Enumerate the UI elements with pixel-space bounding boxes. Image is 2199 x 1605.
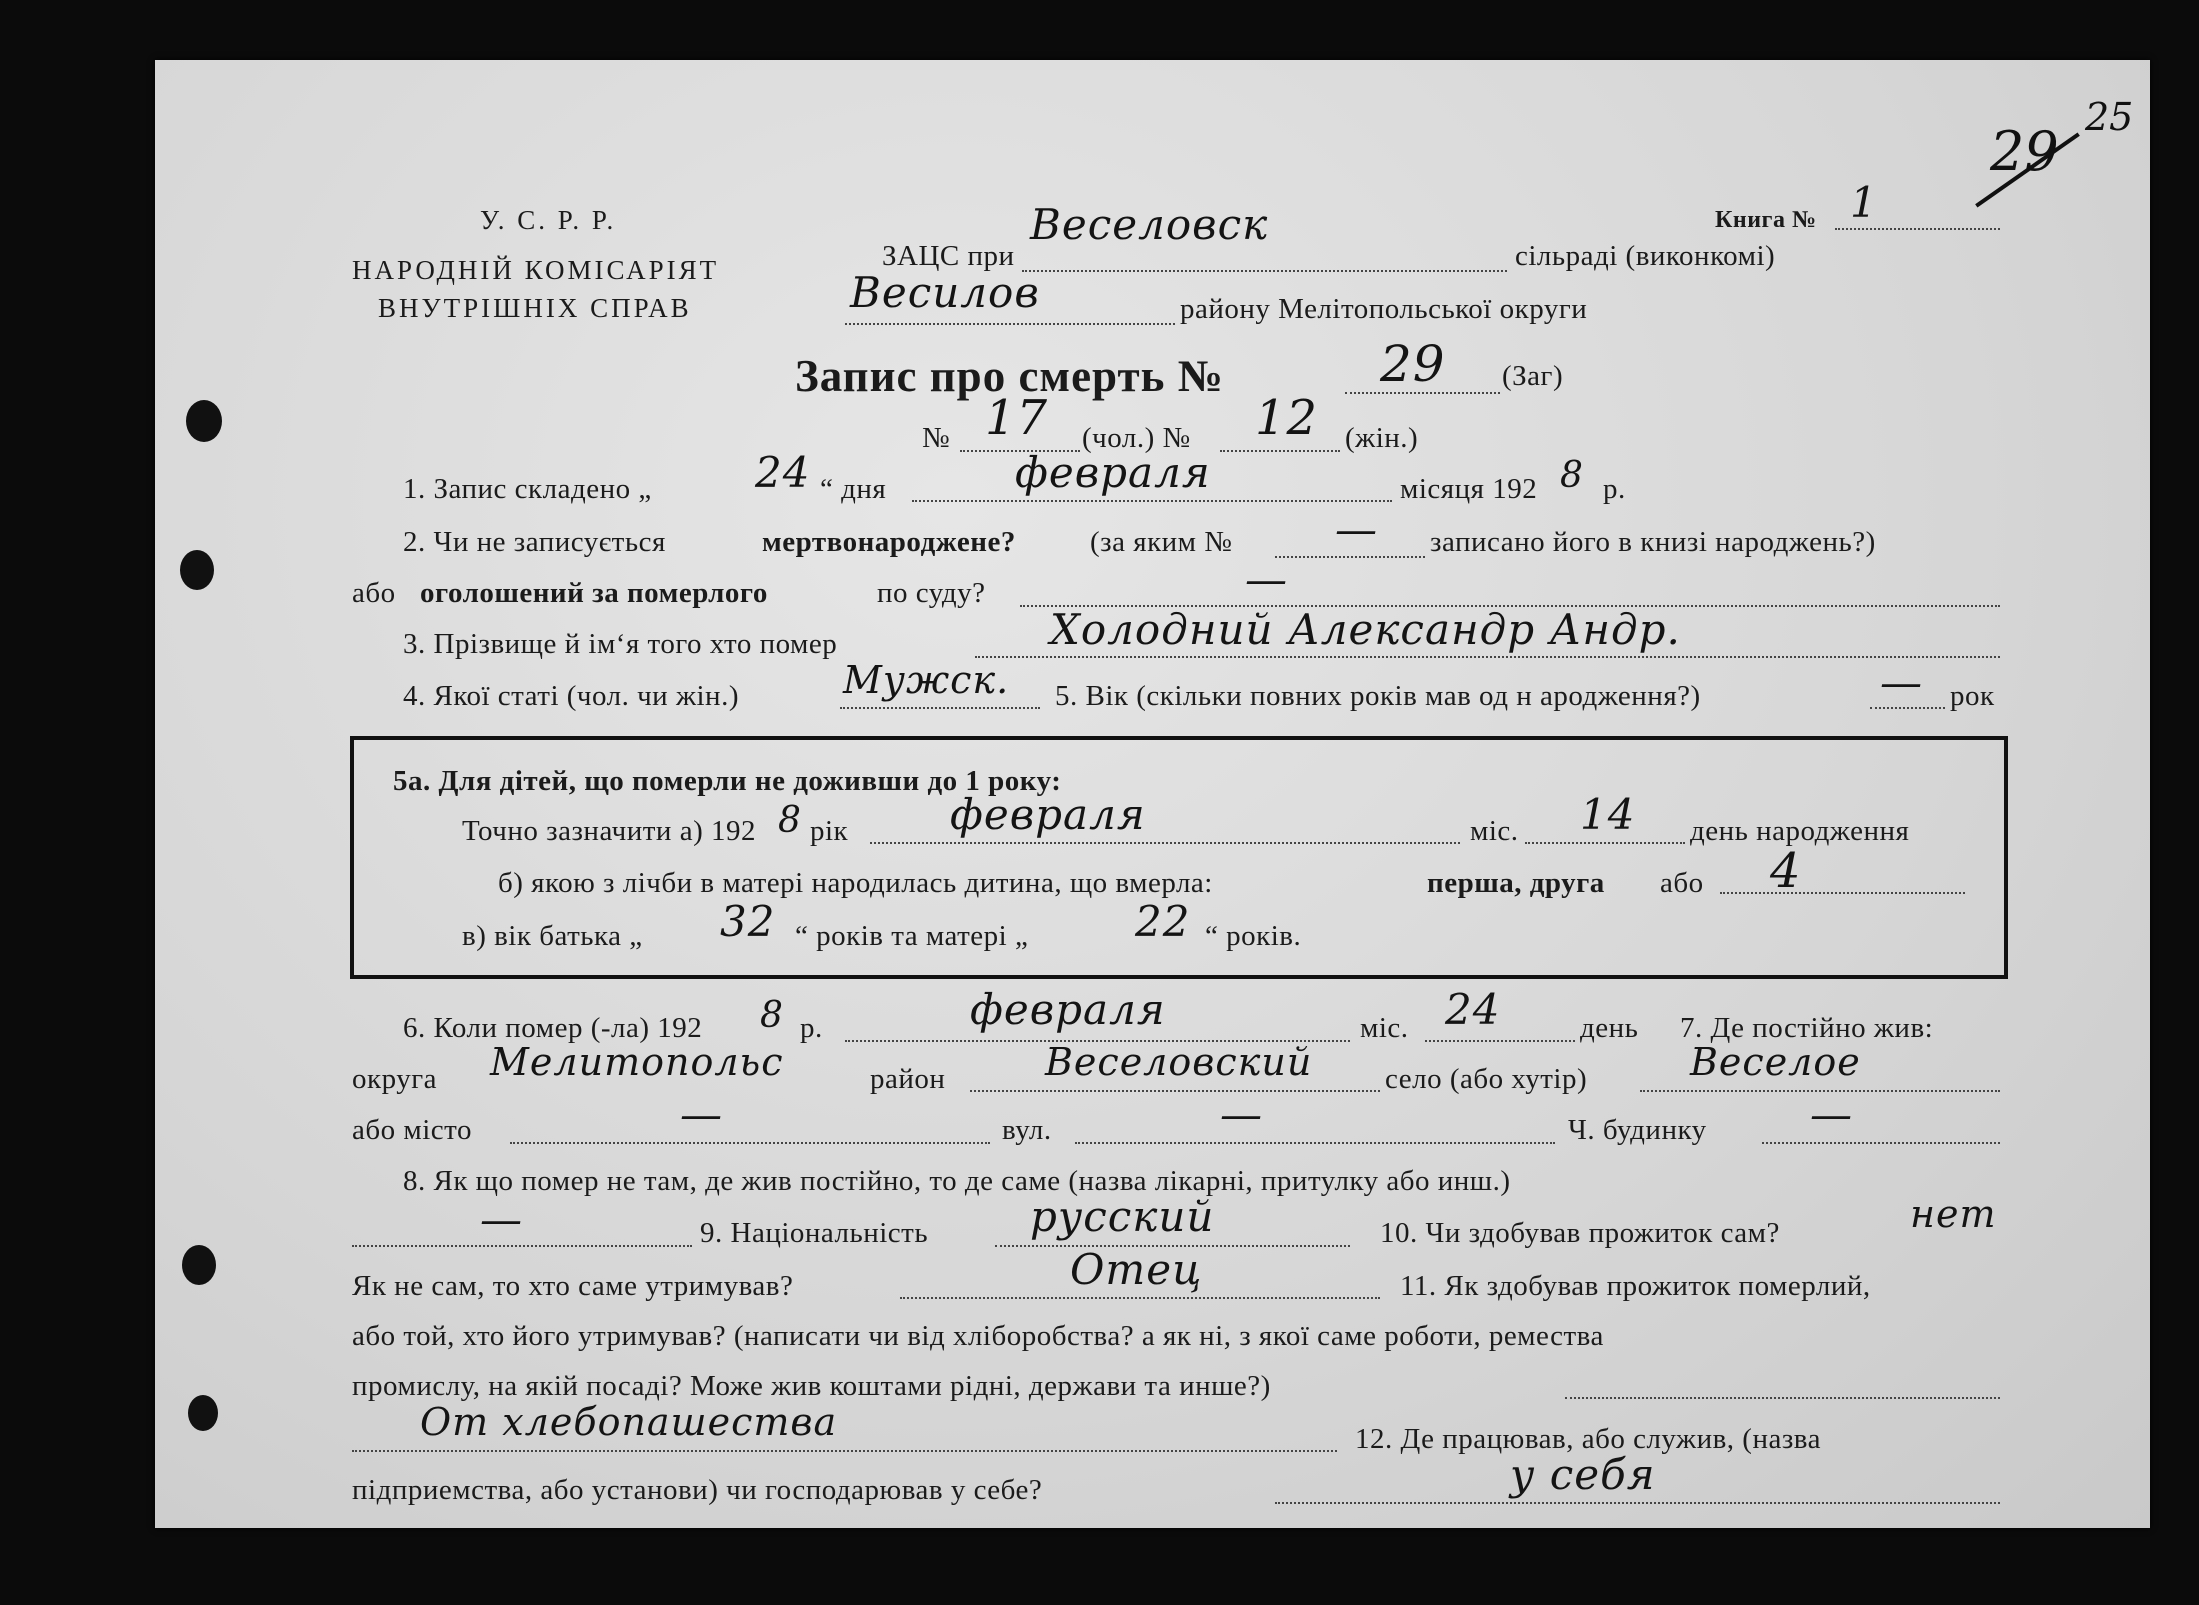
f3-label: 3. Прізвище й ім‘я того хто помер — [403, 628, 838, 660]
f9-label: 9. Національність — [700, 1217, 929, 1249]
male-count: 17 — [985, 390, 1049, 446]
f2-value: — — [1335, 505, 1378, 554]
okruga-label: округа — [352, 1063, 437, 1095]
box-a-label: Точно зазначити а) 192 — [462, 815, 756, 847]
f6-year: 8 — [760, 995, 784, 1036]
f6-label: 6. Коли помер (-ла) 192 — [403, 1012, 703, 1044]
box-b-label: б) якою з лічби в матері народилась дитина, що вмерла: — [498, 867, 1213, 899]
dotted-line — [900, 1297, 1380, 1299]
silrada-label: сільраді (виконкомі) — [1515, 240, 1776, 272]
dotted-line — [870, 842, 1460, 844]
binder-hole — [182, 1245, 216, 1285]
box-a-year: 8 — [778, 800, 802, 841]
f6-r: р. — [800, 1012, 823, 1044]
binder-hole — [186, 400, 222, 442]
f5-value: — — [1880, 658, 1923, 707]
male-no-label: № — [922, 422, 951, 454]
f10-value: нет — [1910, 1192, 1997, 1236]
f12-line2: підприемства, або установи) чи господарював у себе? — [352, 1474, 1043, 1506]
binder-hole — [188, 1395, 218, 1431]
box-v-end: “ років. — [1205, 920, 1302, 952]
f2-e: або — [352, 577, 396, 609]
box-b-abo: або — [1660, 867, 1704, 899]
book-value: 1 — [1850, 178, 1878, 227]
f4-value: Мужск. — [843, 658, 1010, 702]
f6-month: февраля — [970, 985, 1166, 1034]
dotted-line — [912, 500, 1392, 502]
bud-label: Ч. будинку — [1568, 1114, 1707, 1146]
dotted-line — [845, 323, 1175, 325]
f1-month: февраля — [1015, 448, 1211, 497]
f3-value: Холодний Александр Андр. — [1050, 605, 1681, 654]
f2-f: оголошений за померлого — [420, 577, 768, 609]
box-b-value: 4 — [1770, 843, 1802, 899]
dotted-line — [975, 656, 2000, 658]
female-count: 12 — [1255, 390, 1319, 446]
f2-g: по суду? — [877, 577, 986, 609]
box-v-mid: “ років та матері „ — [795, 920, 1029, 952]
raion-value: Веселовский — [1045, 1040, 1313, 1084]
zag-label: (Заг) — [1502, 360, 1564, 392]
zags-label: ЗАЦС при — [882, 240, 1015, 272]
selo-value: Веселое — [1690, 1040, 1861, 1084]
misto-value: — — [680, 1090, 723, 1139]
f9-value: русский — [1030, 1192, 1215, 1241]
dotted-line — [1425, 1040, 1575, 1042]
misto-label: або місто — [352, 1114, 472, 1146]
f1-label: 1. Запис складено „ — [403, 473, 652, 505]
binder-hole — [180, 550, 214, 590]
dotted-line — [352, 1245, 692, 1247]
dotted-line — [1075, 1142, 1555, 1144]
box-b-bold: перша, друга — [1427, 867, 1605, 899]
f8-label: 8. Як що помер не там, де жив постійно, то де саме (назва лікарні, притулку або инш.) — [403, 1165, 1511, 1197]
okruga-value: Мелитопольс — [490, 1040, 784, 1084]
bud-value: — — [1810, 1090, 1853, 1139]
f2-b: мертвонароджене? — [762, 526, 1016, 558]
box-a-day: 14 — [1580, 790, 1636, 839]
district-label: району Мелітопольської округи — [1180, 293, 1588, 325]
vul-value: — — [1220, 1090, 1263, 1139]
dotted-line — [1762, 1142, 2000, 1144]
commissariat-line1: НАРОДНІЙ КОМІСАРІЯТ — [352, 255, 720, 285]
dotted-line — [1275, 556, 1425, 558]
f11-line2: або той, хто його утримував? (написати чи від хліборобства? а як ні, з якої саме роботи, ремества — [352, 1320, 1604, 1352]
f1-r: р. — [1603, 473, 1626, 505]
f1-end: місяця 192 — [1400, 473, 1538, 505]
f10-label: 10. Чи здобував прожиток сам? — [1380, 1217, 1780, 1249]
commissariat-line2: ВНУТРІШНІХ СПРАВ — [378, 293, 692, 323]
f11-value: От хлебопашества — [420, 1400, 838, 1444]
f6-day: 24 — [1445, 985, 1501, 1034]
page-number: 25 — [2085, 95, 2134, 139]
ussr-label: У. С. Р. Р. — [480, 205, 617, 235]
f4-label: 4. Якої статі (чол. чи жін.) — [403, 680, 739, 712]
f6-mis: міс. — [1360, 1012, 1409, 1044]
f1-year: 8 — [1560, 455, 1584, 496]
raion-label: район — [870, 1063, 946, 1095]
box-title: 5а. Для дітей, що померли не доживши до 1 року: — [393, 765, 1062, 797]
zags-value: Веселовск — [1030, 200, 1269, 249]
box-a-end: день народження — [1690, 815, 1910, 847]
box-a-rik: рік — [810, 815, 849, 847]
f11-label: 11. Як здобував прожиток померлий, — [1400, 1270, 1871, 1302]
box-v-label: в) вік батька „ — [462, 920, 643, 952]
dotted-line — [970, 1090, 1380, 1092]
box-v-father: 32 — [720, 897, 776, 946]
f11-line3: промислу, на якій посаді? Може жив коштами рідні, держави та инше?) — [352, 1370, 1271, 1402]
male-label: (чол.) № — [1082, 422, 1191, 454]
dotted-line — [1525, 842, 1685, 844]
f5-end: рок — [1950, 680, 1995, 712]
dotted-line — [840, 707, 1040, 709]
dotted-line — [1220, 450, 1340, 452]
female-label: (жін.) — [1345, 422, 1419, 454]
dotted-line — [1345, 392, 1500, 394]
f12-value: у себя — [1510, 1450, 1656, 1499]
f1-mid: “ дня — [820, 473, 887, 505]
record-number: 29 — [1380, 335, 1446, 393]
dotted-line — [1565, 1397, 2000, 1399]
f10b-label: Як не сам, то хто саме утримував? — [352, 1270, 794, 1302]
f10b-value: Отец — [1070, 1245, 1203, 1294]
f6-den: день — [1580, 1012, 1639, 1044]
selo-label: село (або хутір) — [1385, 1063, 1588, 1095]
dotted-line — [510, 1142, 990, 1144]
f12-label: 12. Де працював, або служив, (назва — [1355, 1423, 1821, 1455]
box-v-mother: 22 — [1135, 897, 1191, 946]
vul-label: вул. — [1002, 1114, 1052, 1146]
dotted-line — [1870, 707, 1945, 709]
f2-d: записано його в книзі народжень?) — [1430, 526, 1876, 558]
dotted-line — [1022, 270, 1507, 272]
book-label: Книга № — [1715, 207, 1817, 233]
box-a-month: февраля — [950, 790, 1146, 839]
dotted-line — [352, 1450, 1337, 1452]
f8-value: — — [480, 1195, 523, 1244]
f2-c: (за яким № — [1090, 526, 1233, 558]
f7-label: 7. Де постійно жив: — [1680, 1012, 1934, 1044]
record-title: Запис про смерть № — [795, 351, 1224, 401]
crossed-page-number: 29 — [1990, 120, 2059, 183]
f2-a: 2. Чи не записується — [403, 526, 666, 558]
district-value: Весилов — [850, 268, 1040, 317]
dotted-line — [1720, 892, 1965, 894]
f1-day: 24 — [755, 448, 811, 497]
dotted-line — [1835, 228, 2000, 230]
box-a-mis: міс. — [1470, 815, 1519, 847]
f2-value2: — — [1245, 555, 1288, 604]
dotted-line — [1275, 1502, 2000, 1504]
f5-label: 5. Вік (скільки повних років мав од н ародження?) — [1055, 680, 1701, 712]
